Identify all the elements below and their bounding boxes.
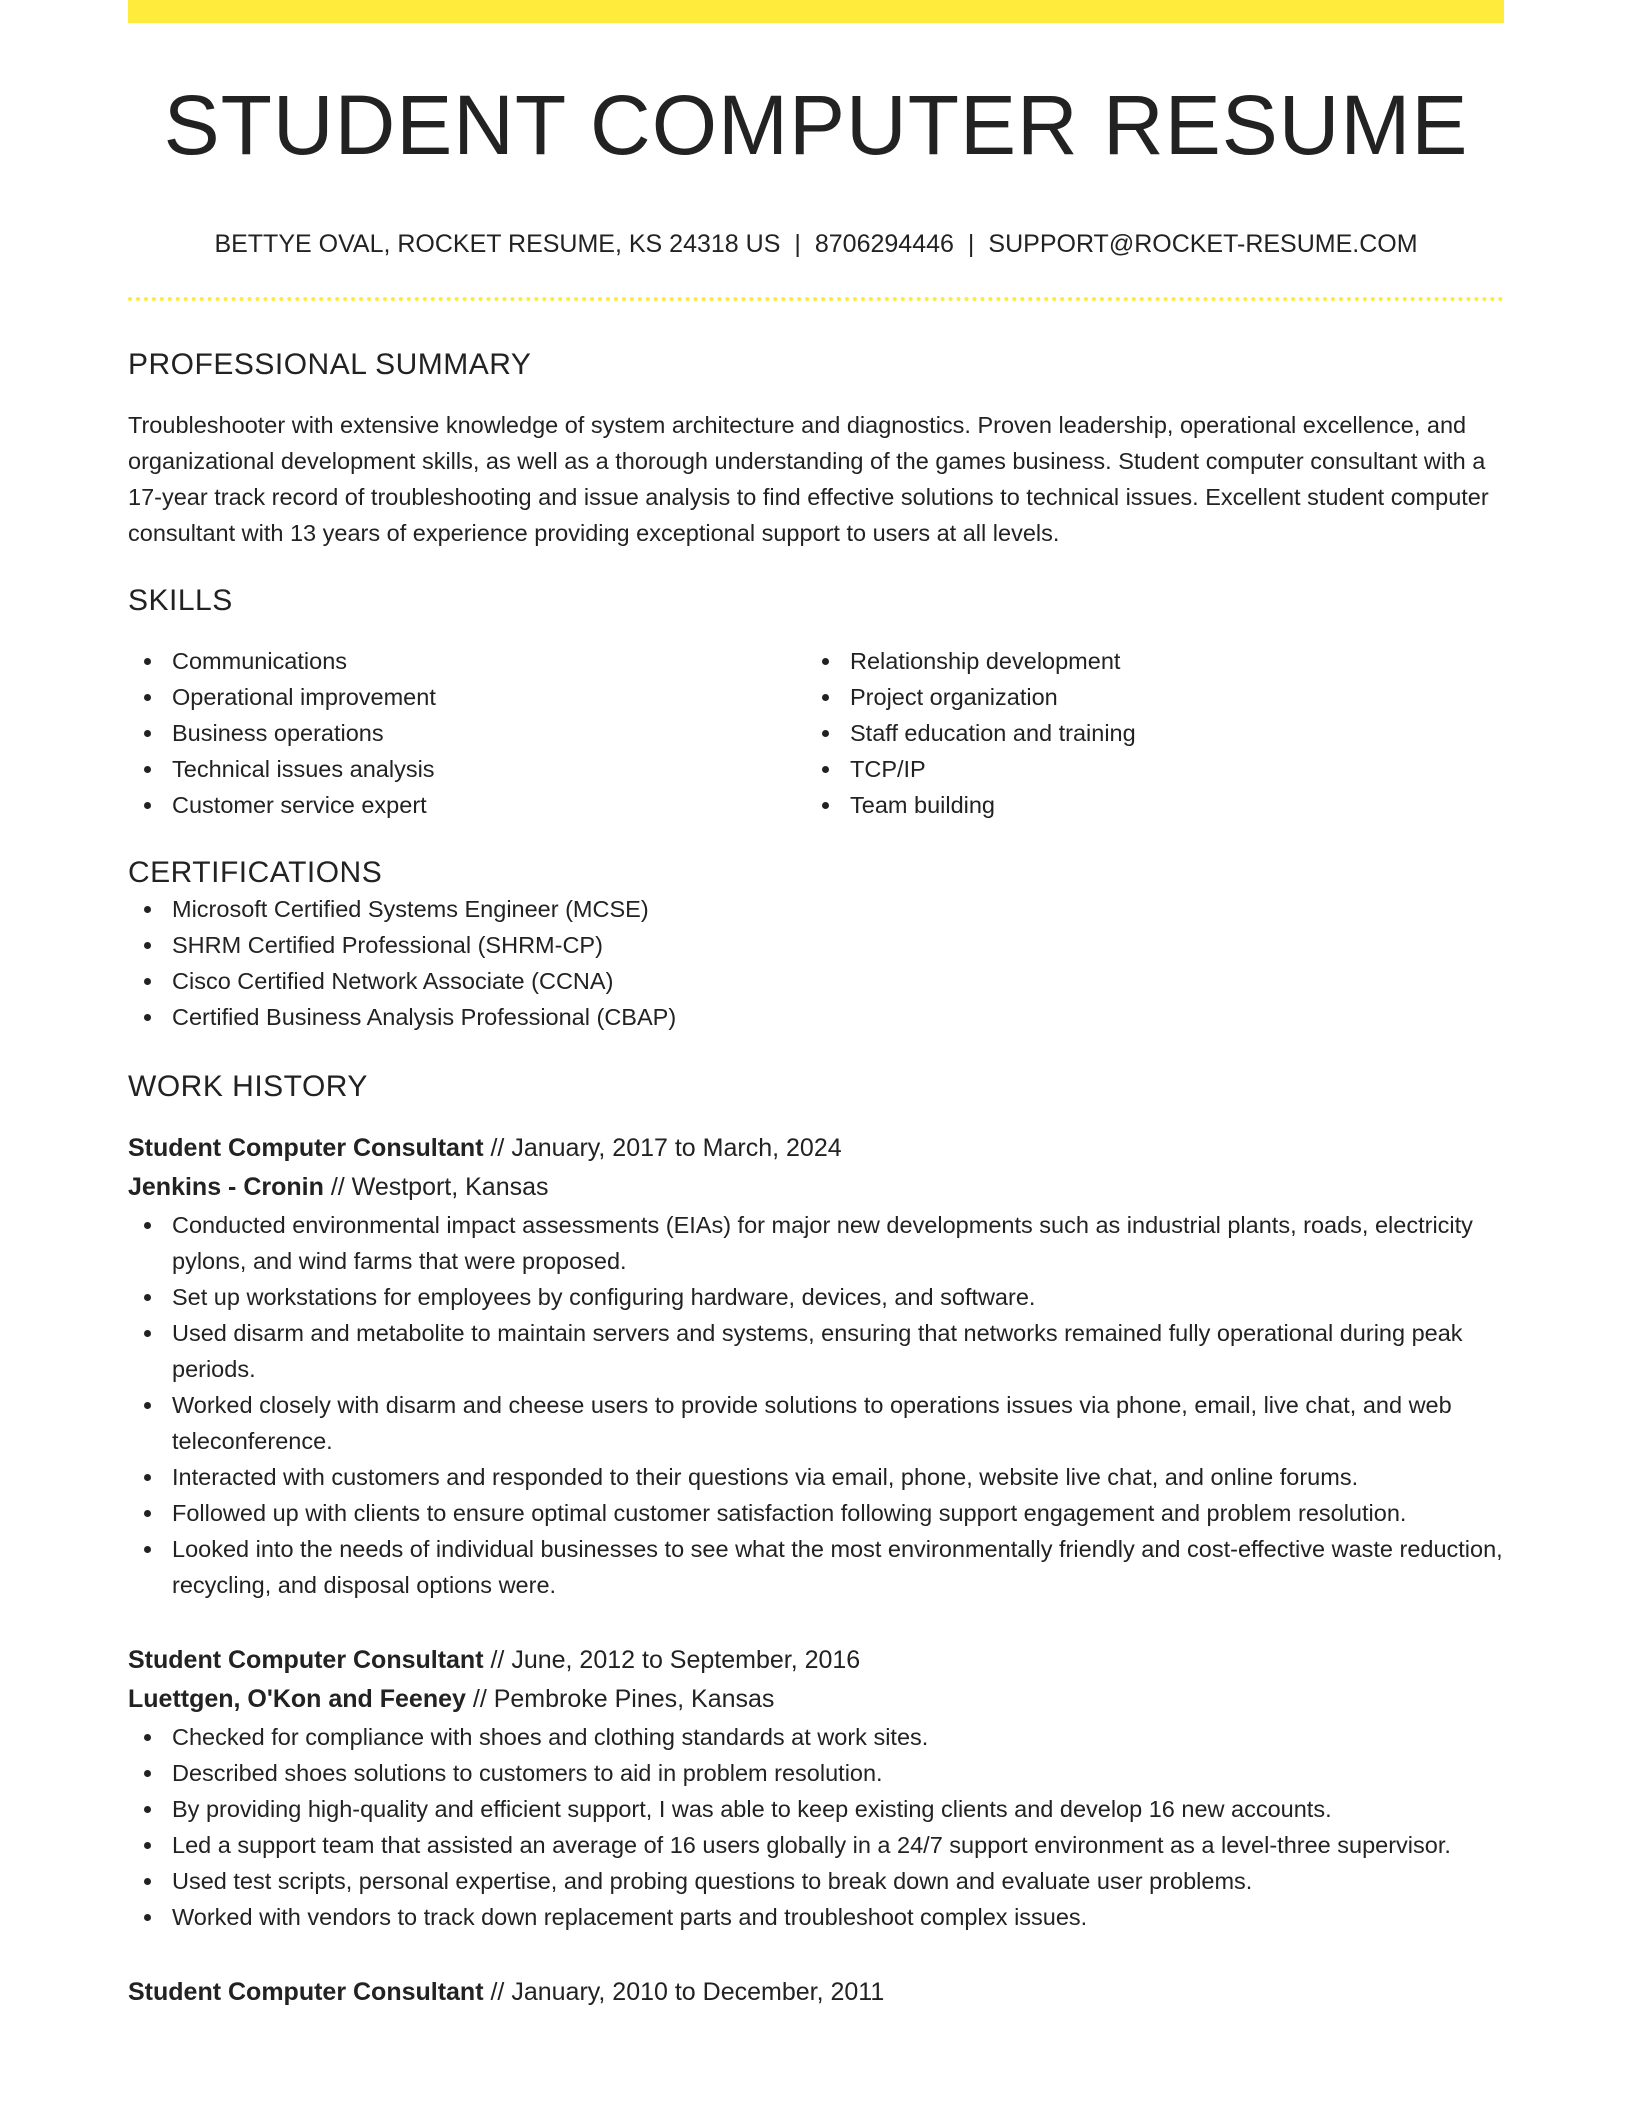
- bullet-icon: [144, 1014, 151, 1021]
- bullet-icon: [822, 802, 829, 809]
- job-title-line: [128, 1973, 1504, 2012]
- job-company-line: [128, 1680, 1504, 1719]
- list-item: TCP/IP: [806, 751, 1484, 787]
- job-company-line: [128, 1168, 1504, 1207]
- list-item: Conducted environmental impact assessments (EIAs) for major new developments such as industrial plants, roads, electricity pylons, and wind farms that were proposed.: [128, 1207, 1504, 1279]
- certifications-heading: CERTIFICATIONS: [128, 856, 383, 890]
- work-history-heading: WORK HISTORY: [128, 1070, 368, 1104]
- skills-heading: SKILLS: [128, 584, 233, 618]
- bullet-icon: [144, 1806, 151, 1813]
- job-dates: January, 2010 to December, 2011: [511, 1978, 885, 2007]
- bullet-icon: [144, 766, 151, 773]
- job-separator: //: [483, 1978, 512, 2007]
- bullet-icon: [144, 1222, 151, 1229]
- bullet-icon: [144, 1510, 151, 1517]
- list-item: Certified Business Analysis Professional (CBAP): [128, 999, 1504, 1035]
- job-separator: //: [483, 1646, 512, 1675]
- skills-list-right: [806, 643, 1484, 823]
- contact-address: BETTYE OVAL, ROCKET RESUME, KS 24318 US: [214, 230, 781, 259]
- skills-list-left: [128, 643, 806, 823]
- job-title: Student Computer Consultant: [128, 1978, 484, 2007]
- list-item: Technical issues analysis: [128, 751, 806, 787]
- list-item: Led a support team that assisted an average of 16 users globally in a 24/7 support environment as a level-three supervisor.: [128, 1827, 1504, 1863]
- contact-phone: 8706294446: [814, 230, 954, 259]
- bullet-icon: [144, 1546, 151, 1553]
- job-duties-list: [128, 1719, 1504, 1935]
- list-item: By providing high-quality and efficient support, I was able to keep existing clients and develop 16 new accounts.: [128, 1791, 1504, 1827]
- bullet-icon: [822, 658, 829, 665]
- bullet-icon: [822, 694, 829, 701]
- skills-grid: [128, 643, 1504, 823]
- bullet-icon: [144, 1842, 151, 1849]
- list-item: Microsoft Certified Systems Engineer (MCSE): [128, 891, 1504, 927]
- summary-text: Troubleshooter with extensive knowledge of system architecture and diagnostics. Proven leadership, operational excellence, and organizational development skills, as well as a thorough understanding of the games business. Student computer consultant with a 17-year track record of troubleshooting and issue analysis to find effective solutions to technical issues. Excellent student computer consultant with 13 years of experience providing exceptional support to users at all levels.: [128, 412, 1489, 547]
- dotted-divider: [128, 297, 1504, 301]
- list-item: Followed up with clients to ensure optimal customer satisfaction following support engagement and problem resolution.: [128, 1495, 1504, 1531]
- contact-email: SUPPORT@ROCKET-RESUME.COM: [988, 230, 1418, 259]
- job-dates: January, 2017 to March, 2024: [511, 1134, 842, 1163]
- bullet-icon: [144, 658, 151, 665]
- list-item: SHRM Certified Professional (SHRM-CP): [128, 927, 1504, 963]
- bullet-icon: [144, 942, 151, 949]
- job-title-line: [128, 1641, 1504, 1680]
- job-title: Student Computer Consultant: [128, 1646, 484, 1675]
- job-separator: //: [483, 1134, 512, 1163]
- job-title: Student Computer Consultant: [128, 1134, 484, 1163]
- job-title-line: [128, 1129, 1504, 1168]
- bullet-icon: [144, 1402, 151, 1409]
- contact-line: [128, 229, 1504, 259]
- list-item: Set up workstations for employees by configuring hardware, devices, and software.: [128, 1279, 1504, 1315]
- list-item: Communications: [128, 643, 806, 679]
- certifications-list: [128, 891, 1504, 1035]
- bullet-icon: [144, 1474, 151, 1481]
- list-item: Worked closely with disarm and cheese users to provide solutions to operations issues via phone, email, live chat, and web teleconference.: [128, 1387, 1504, 1459]
- bullet-icon: [144, 1770, 151, 1777]
- list-item: Worked with vendors to track down replacement parts and troubleshoot complex issues.: [128, 1899, 1504, 1935]
- list-item: Interacted with customers and responded to their questions via email, phone, website live chat, and online forums.: [128, 1459, 1504, 1495]
- job-location: Pembroke Pines, Kansas: [493, 1685, 775, 1714]
- bullet-icon: [144, 978, 151, 985]
- list-item: Business operations: [128, 715, 806, 751]
- list-item: Team building: [806, 787, 1484, 823]
- bullet-icon: [144, 906, 151, 913]
- job-company: Luettgen, O'Kon and Feeney: [128, 1685, 466, 1714]
- list-item: Used disarm and metabolite to maintain servers and systems, ensuring that networks remained fully operational during peak periods.: [128, 1315, 1504, 1387]
- contact-separator: |: [967, 230, 975, 259]
- bullet-icon: [144, 694, 151, 701]
- list-item: Relationship development: [806, 643, 1484, 679]
- bullet-icon: [144, 1294, 151, 1301]
- skills-column-left: [128, 643, 806, 823]
- accent-top-bar: [128, 0, 1504, 23]
- list-item: Operational improvement: [128, 679, 806, 715]
- skills-column-right: [806, 643, 1484, 823]
- job-separator: //: [323, 1173, 352, 1202]
- bullet-icon: [144, 1878, 151, 1885]
- bullet-icon: [822, 766, 829, 773]
- job-location: Westport, Kansas: [351, 1173, 549, 1202]
- job-dates: June, 2012 to September, 2016: [511, 1646, 861, 1675]
- list-item: Project organization: [806, 679, 1484, 715]
- bullet-icon: [144, 802, 151, 809]
- job-duties-list: [128, 1207, 1504, 1603]
- contact-separator: |: [794, 230, 801, 259]
- bullet-icon: [144, 1734, 151, 1741]
- list-item: Cisco Certified Network Associate (CCNA): [128, 963, 1504, 999]
- bullet-icon: [144, 1914, 151, 1921]
- list-item: Used test scripts, personal expertise, and probing questions to break down and evaluate user problems.: [128, 1863, 1504, 1899]
- resume-page: [128, 0, 1504, 2012]
- page-title: STUDENT COMPUTER RESUME: [163, 78, 1469, 172]
- bullet-icon: [144, 1330, 151, 1337]
- list-item: Looked into the needs of individual businesses to see what the most environmentally friendly and cost-effective waste reduction, recycling, and disposal options were.: [128, 1531, 1504, 1603]
- job-company: Jenkins - Cronin: [128, 1173, 324, 1202]
- list-item: Customer service expert: [128, 787, 806, 823]
- list-item: Described shoes solutions to customers to aid in problem resolution.: [128, 1755, 1504, 1791]
- summary-heading: PROFESSIONAL SUMMARY: [128, 348, 532, 382]
- list-item: Checked for compliance with shoes and clothing standards at work sites.: [128, 1719, 1504, 1755]
- job-separator: //: [465, 1685, 494, 1714]
- bullet-icon: [144, 730, 151, 737]
- list-item: Staff education and training: [806, 715, 1484, 751]
- bullet-icon: [822, 730, 829, 737]
